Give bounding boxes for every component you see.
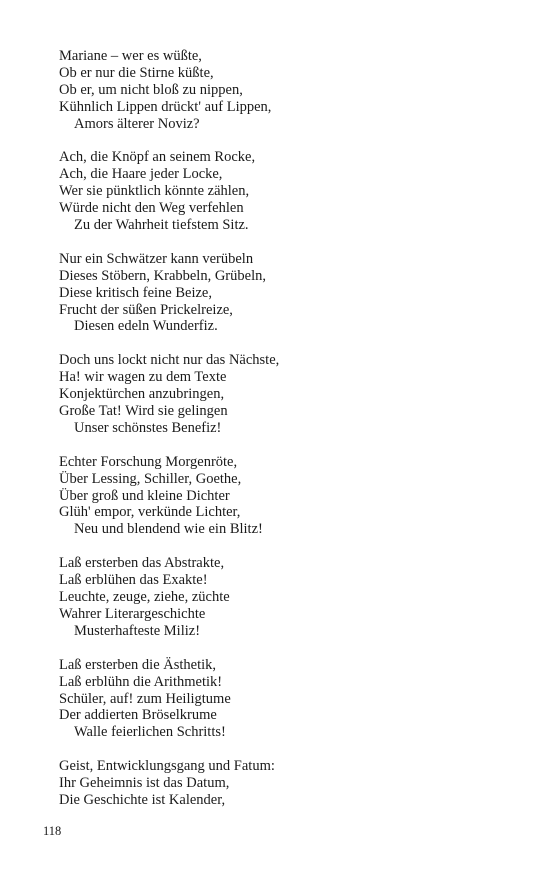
poem-line: Der addierten Bröselkrume (59, 707, 217, 724)
stanza (59, 454, 519, 538)
poem-line: Diesen edeln Wunderfiz. (74, 318, 218, 335)
stanza (59, 758, 519, 809)
poem-line: Ihr Geheimnis ist das Datum, (59, 775, 230, 792)
poem-line: Laß erblühen das Exakte! (59, 572, 208, 589)
poem-line: Laß ersterben das Abstrakte, (59, 555, 225, 572)
poem-line: Echter Forschung Morgenröte, (59, 453, 238, 470)
poem-line: Geist, Entwicklungsgang und Fatum: (59, 758, 275, 775)
poem-line: Über Lessing, Schiller, Goethe, (59, 470, 242, 487)
poem-line: Wahrer Literargeschichte (59, 605, 206, 622)
page-number: 118 (43, 824, 62, 838)
poem-line: Walle feierlichen Schritts! (74, 724, 226, 741)
poem-line: Kühnlich Lippen drückt' auf Lippen, (59, 98, 272, 115)
poem-line: Diese kritisch feine Beize, (59, 284, 212, 301)
poem-text (59, 48, 519, 826)
stanza (59, 657, 519, 741)
poem-line: Laß erblühn die Arithmetik! (59, 673, 223, 690)
poem-line: Große Tat! Wird sie gelingen (59, 403, 228, 420)
stanza (59, 149, 519, 233)
stanza (59, 352, 519, 436)
poem-line: Konjektürchen anzubringen, (59, 386, 225, 403)
poem-line: Ha! wir wagen zu dem Texte (59, 369, 227, 386)
poem-line: Musterhafteste Miliz! (74, 622, 201, 639)
poem-line: Laß ersterben die Ästhetik, (59, 656, 217, 673)
poem-line: Zu der Wahrheit tiefstem Sitz. (74, 217, 249, 234)
stanza (59, 48, 519, 132)
poem-line: Ob er nur die Stirne küßte, (59, 64, 214, 81)
poem-line: Nur ein Schwätzer kann verübeln (59, 250, 254, 267)
poem-line: Ach, die Haare jeder Locke, (59, 166, 223, 183)
stanza (59, 251, 519, 335)
poem-line: Unser schönstes Benefiz! (74, 419, 222, 436)
poem-line: Leuchte, zeuge, ziehe, züchte (59, 589, 230, 606)
poem-line: Die Geschichte ist Kalender, (59, 791, 226, 808)
poem-line: Doch uns lockt nicht nur das Nächste, (59, 352, 280, 369)
poem-line: Über groß und kleine Dichter (59, 487, 230, 504)
poem-line: Mariane – wer es wüßte, (59, 48, 202, 64)
poem-line: Amors älterer Noviz? (74, 115, 200, 132)
poem-line: Frucht der süßen Prickelreize, (59, 301, 233, 318)
poem-line: Ob er, um nicht bloß zu nippen, (59, 81, 243, 98)
poem-line: Würde nicht den Weg verfehlen (59, 200, 244, 217)
poem-line: Neu und blendend wie ein Blitz! (74, 521, 263, 538)
poem-line: Glüh' empor, verkünde Lichter, (59, 504, 241, 521)
poem-line: Dieses Stöbern, Krabbeln, Grübeln, (59, 267, 266, 284)
poem-line: Schüler, auf! zum Heiligtume (59, 690, 231, 707)
stanza (59, 555, 519, 639)
poem-line: Ach, die Knöpf an seinem Rocke, (59, 149, 256, 166)
poem-line: Wer sie pünktlich könnte zählen, (59, 183, 250, 200)
